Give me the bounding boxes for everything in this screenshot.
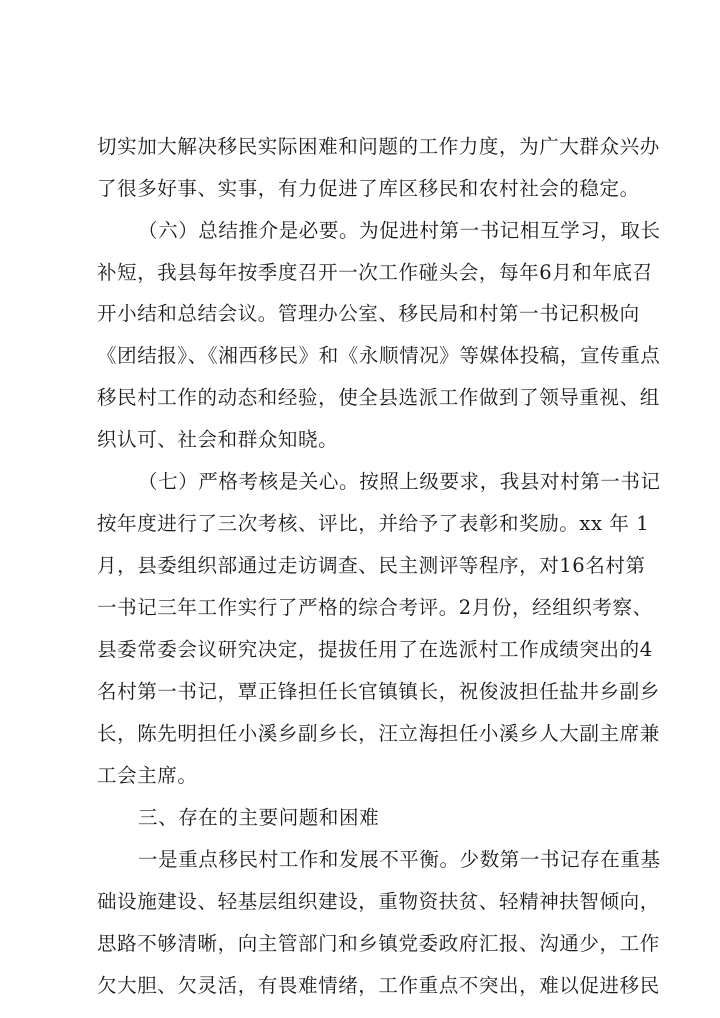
section-heading: 三、存在的主要问题和困难	[138, 806, 380, 829]
text-line: 名村第一书记，覃正锋担任长官镇镇长，祝俊波担任盐井乡副乡	[97, 680, 660, 703]
paragraph-start-line: （七）严格考核是关心。按照上级要求，我县对村第一书记	[138, 470, 661, 493]
text-line: 础设施建设、轻基层组织建设，重物资扶贫、轻精神扶智倾向，	[97, 890, 660, 913]
paragraph-start-line: 一是重点移民村工作和发展不平衡。少数第一书记存在重基	[138, 848, 661, 871]
text-line: 补短，我县每年按季度召开一次工作碰头会，每年6月和年底召	[97, 261, 653, 284]
text-line: 移民村工作的动态和经验，使全县选派工作做到了领导重视、组	[97, 386, 660, 409]
text-line: 月，县委组织部通过走访调查、民主测评等程序，对16名村第	[97, 554, 646, 577]
text-line: 工会主席。	[97, 764, 198, 787]
text-line: 县委常委会议研究决定，提拔任用了在选派村工作成绩突出的4	[97, 638, 653, 661]
text-line: 了很多好事、实事，有力促进了库区移民和农村社会的稳定。	[97, 177, 640, 200]
text-line: 织认可、社会和群众知晓。	[97, 428, 339, 451]
text-line: 《团结报》、《湘西移民》和《永顺情况》等媒体投稿，宣传重点	[97, 344, 661, 367]
text-line: 切实加大解决移民实际困难和问题的工作力度，为广大群众兴办	[97, 135, 660, 158]
text-line: 按年度进行了三次考核、评比，并给予了表彰和奖励。xx 年 1	[97, 512, 650, 535]
text-line: 开小结和总结会议。管理办公室、移民局和村第一书记积极向	[97, 302, 640, 325]
text-line: 一书记三年工作实行了严格的综合考评。2月份，经组织考察、	[97, 596, 653, 619]
paragraph-start-line: （六）总结推介是必要。为促进村第一书记相互学习，取长	[138, 219, 661, 242]
text-line: 欠大胆、欠灵活，有畏难情绪，工作重点不突出，难以促进移民	[97, 974, 660, 997]
text-line: 长，陈先明担任小溪乡副乡长，汪立海担任小溪乡人大副主席兼	[97, 722, 660, 745]
text-line: 思路不够清晰，向主管部门和乡镇党委政府汇报、沟通少，工作	[97, 932, 660, 955]
